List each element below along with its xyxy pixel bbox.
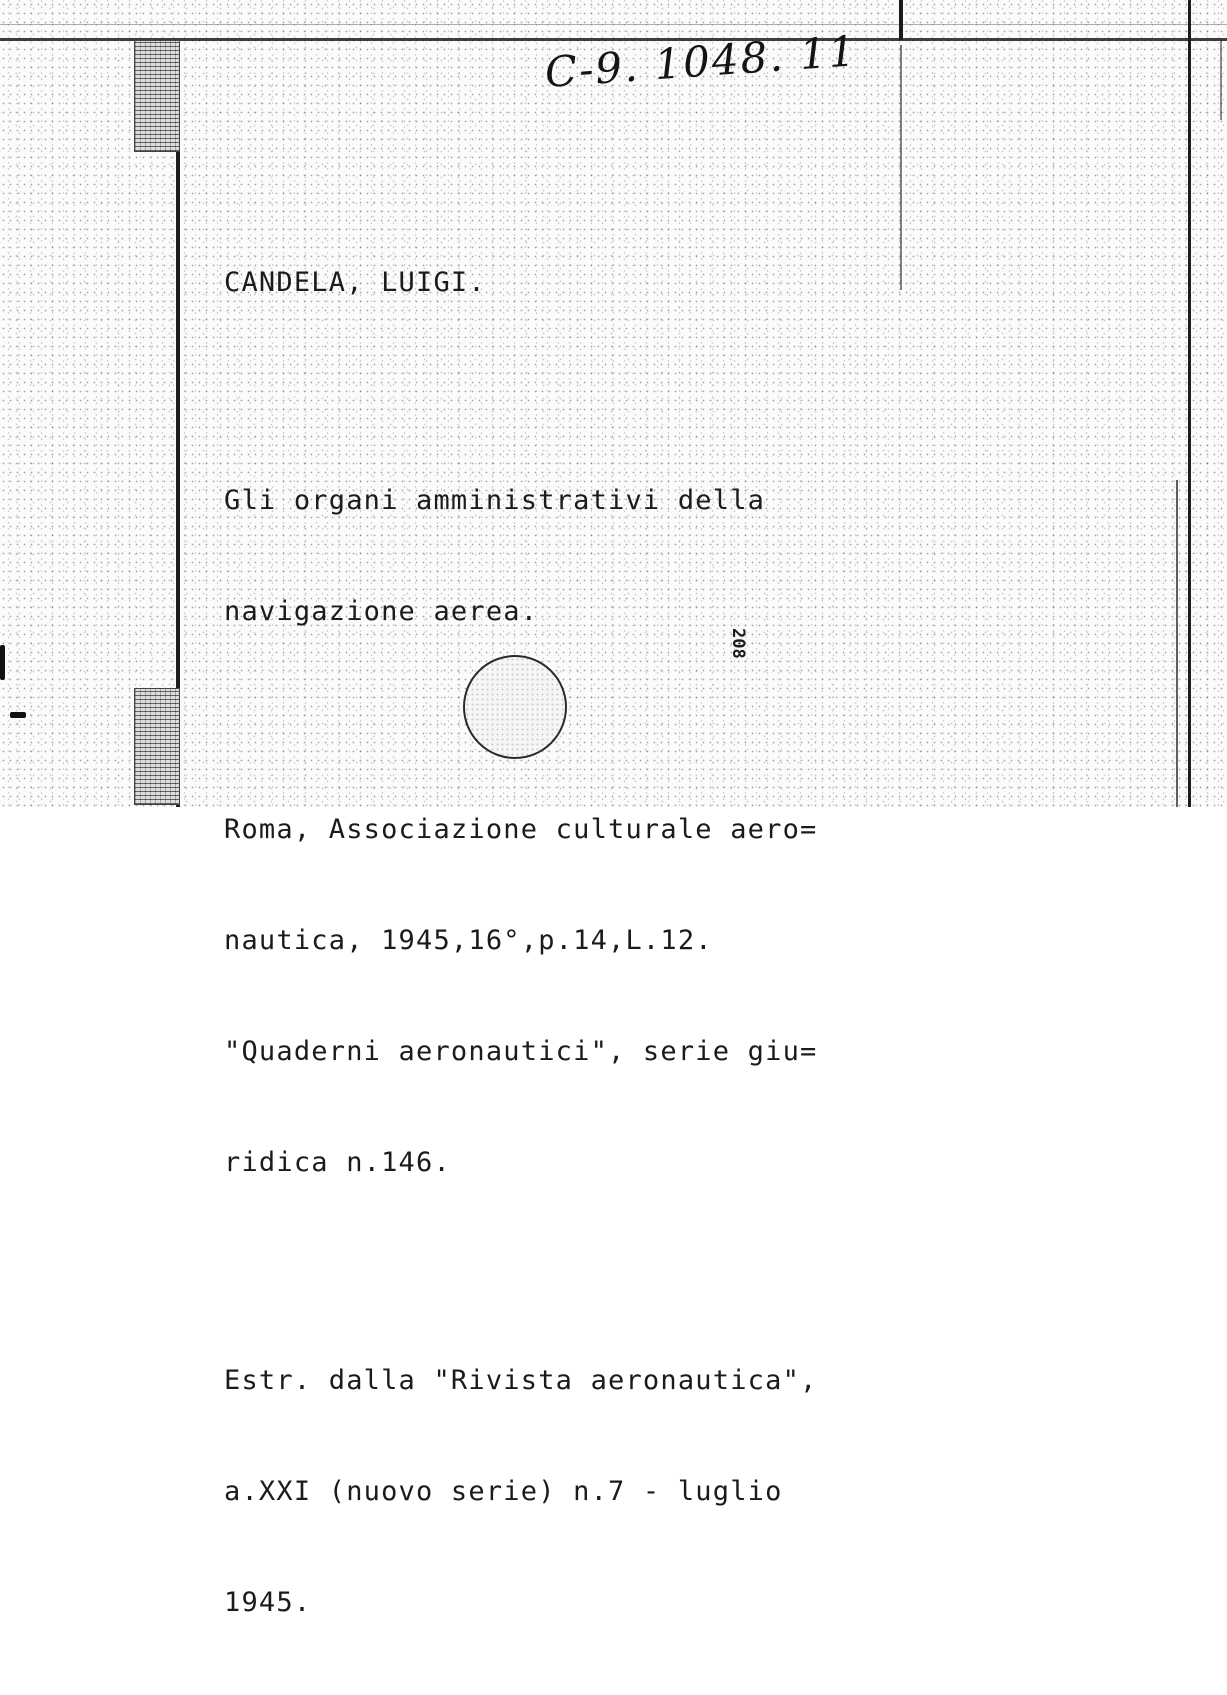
- note-line: 1945.: [224, 1587, 312, 1618]
- stamp-number: 208: [728, 628, 748, 659]
- top-edge-line: [0, 38, 1227, 41]
- punch-hole: [463, 655, 567, 759]
- far-right-line: [1220, 40, 1222, 120]
- title-line: navigazione aerea.: [224, 596, 539, 627]
- ink-smudge: [0, 645, 5, 680]
- note-line: Estr. dalla "Rivista aeronautica",: [224, 1365, 818, 1396]
- imprint-line: Roma, Associazione culturale aero=: [224, 814, 818, 845]
- handwritten-shelfmark: C-9. 1048. 11: [543, 26, 859, 97]
- binder-tab-bottom: [134, 688, 180, 805]
- author-heading: CANDELA, LUIGI.: [224, 267, 486, 298]
- binder-tab-top: [134, 40, 180, 152]
- inner-vertical-line: [899, 0, 903, 40]
- card-body: [224, 190, 904, 1695]
- note-line: a.XXI (nuovo serie) n.7 - luglio: [224, 1476, 783, 1507]
- series-line: "Quaderni aeronautici", serie giu=: [224, 1036, 818, 1067]
- top-faint-line: [0, 24, 1227, 25]
- right-card-edge-line: [1188, 0, 1191, 807]
- series-line: ridica n.146.: [224, 1147, 451, 1178]
- right-card-edge-line-lower: [1176, 480, 1178, 807]
- ink-smudge: [10, 712, 26, 718]
- imprint-line: nautica, 1945,16°,p.14,L.12.: [224, 925, 713, 956]
- title-line: Gli organi amministrativi della: [224, 485, 766, 516]
